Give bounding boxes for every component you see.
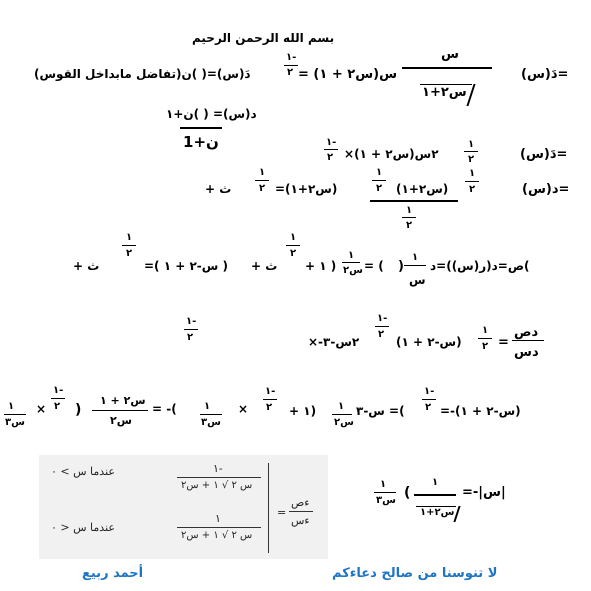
line7-f2-num: ١ [204, 401, 211, 412]
scan-lhs-num: ءص [291, 496, 310, 509]
line5-exp-num: ١ [290, 232, 297, 243]
line6-eq: = [498, 335, 509, 350]
line7-exp1-den: ٢ [425, 402, 432, 413]
line7-plus: + ١) [289, 404, 317, 418]
line7-f3-num: س٢ + ١ [100, 394, 146, 407]
scan-cond-2: عندما س < ٠ [51, 521, 115, 534]
line7-f1-den: س٢ [334, 417, 354, 428]
line4-tail: + ث [205, 182, 232, 196]
line4-eq: =(س٢+١) [275, 182, 338, 196]
line1-exponent: ١- [286, 52, 297, 63]
line6-middle: (س-٢ + ١) [396, 335, 462, 349]
line4-middle: (س٢+١) [396, 182, 449, 196]
line6-exp-den: ٢ [378, 329, 385, 340]
basmala: بسم الله الرحمن الرحيم [192, 31, 335, 45]
scan-cond-1: عندما س > ٠ [51, 465, 115, 478]
line5-exp2-num: ١ [126, 232, 133, 243]
line5-close: ) [398, 259, 404, 274]
line1-middle: = س(س٢ + ١) [298, 67, 398, 82]
line5-lhs: ص=د(ر(س))=د( [430, 259, 530, 273]
line2-lhs: د(س)= ( )ن+١ [166, 107, 257, 121]
line5-f-num: ١ [348, 250, 355, 261]
footer-author: أحمد ربيع [82, 566, 144, 581]
line5-plus: + ١ ) [305, 259, 337, 273]
line7-f4-den: س٣ [5, 417, 25, 428]
line4-e2-den: ٢ [259, 183, 266, 194]
line7-f4-num: ١ [8, 401, 15, 412]
line7-exp2: ١- [265, 386, 276, 397]
scan-eq: = [277, 506, 287, 519]
scan-r1-num: ١- [213, 462, 223, 475]
line6-tail: ×-٢س-٣ [308, 335, 360, 349]
differentiation-rule: دَ(س)=( )ن(تفاضل مابداخل القوس) [34, 67, 251, 81]
line5-eq: = ( [364, 259, 384, 273]
line6-exp: ١- [377, 313, 388, 324]
line5-tail1: + ث [251, 259, 278, 273]
line5-tail2: + ث [73, 259, 100, 273]
line1-lhs: دَ(س)= [521, 67, 569, 82]
line7-s1: س-٣ =( [356, 404, 405, 418]
line5-exp2-den: ٢ [126, 248, 133, 259]
scan-r2-den: س ٢ √ ١ + س٢ [181, 530, 253, 541]
line4-exp-num: ١ [376, 167, 383, 178]
line4-e2-num: ١ [259, 167, 266, 178]
line7-f2-den: س٣ [201, 417, 221, 428]
line3-exponent-den: ٢ [327, 152, 334, 163]
line4-lhs: د(س)= [522, 182, 570, 197]
line7-f1-num: ١ [338, 401, 345, 412]
line2-denominator: ن+1 [183, 133, 219, 151]
line7-exp3-den: ٢ [54, 401, 61, 412]
footer-dua: لا تنوسنا من صالح دعاءكم [332, 566, 498, 581]
line7-times2: × [36, 402, 47, 416]
line5-eq2: =( س-٢ + ١ ) [144, 259, 229, 273]
line8-open: ( [404, 485, 411, 501]
scan-brace [268, 463, 269, 553]
line7-exp3: ١- [53, 385, 64, 396]
line5-inner-num: ١ [412, 252, 419, 263]
line4-c1-den: ٢ [469, 184, 476, 195]
line3-exponent: ١- [326, 137, 337, 148]
line6-side-exp: ١- [186, 316, 197, 327]
line5-inner-den: س [409, 273, 426, 287]
line4-big-den2: ٢ [406, 220, 413, 231]
line4-big-den: ١ [406, 205, 413, 216]
line8-lhs: =-|س| [462, 485, 506, 500]
line7-f3-den: س٢ [110, 414, 132, 427]
line1-numerator: س [441, 47, 459, 62]
line8-f1-num: ١ [432, 477, 439, 488]
line3-frac-den: ٢ [468, 154, 475, 165]
line7-eq: = -( [152, 402, 177, 416]
line7-exp2-den: ٢ [266, 402, 273, 413]
line7-times: × [238, 402, 249, 416]
line6-f-num: ١ [482, 325, 489, 336]
line3-middle: ×٢س(س٢ + ١) [344, 147, 439, 161]
line8-f1-den: س٢+١ [420, 507, 455, 518]
line5-exp-den: ٢ [290, 248, 297, 259]
line3-frac-num: ١ [468, 139, 475, 150]
line5-f-den: س٢ [343, 265, 363, 276]
line8-f2-den: س٣ [376, 495, 396, 506]
line6-f-den: ٢ [482, 341, 489, 352]
line6-lhs-num: دص [514, 325, 539, 340]
scan-r1-den: س ٢ √ ١ + س٢ [181, 480, 253, 491]
line1-exponent-den: ٢ [287, 67, 294, 78]
scanned-derivative-inset [39, 455, 328, 559]
scan-lhs-den: ءس [291, 514, 310, 527]
line7-exp1: ١- [424, 386, 435, 397]
line6-side-den: ٢ [187, 332, 194, 343]
line3-lhs: دَ(س)= [520, 147, 568, 162]
line4-exp-den: ٢ [376, 183, 383, 194]
line6-lhs-den: دس [514, 345, 539, 360]
line7-close: ) [75, 402, 82, 418]
line7-lhs: =-(س-٢ + ١) [440, 404, 521, 418]
line8-f2-num: ١ [380, 479, 387, 490]
scan-r2-num: ١ [215, 512, 221, 525]
line1-denominator: س٢+١ [422, 85, 467, 100]
line4-c1-num: ١ [469, 168, 476, 179]
